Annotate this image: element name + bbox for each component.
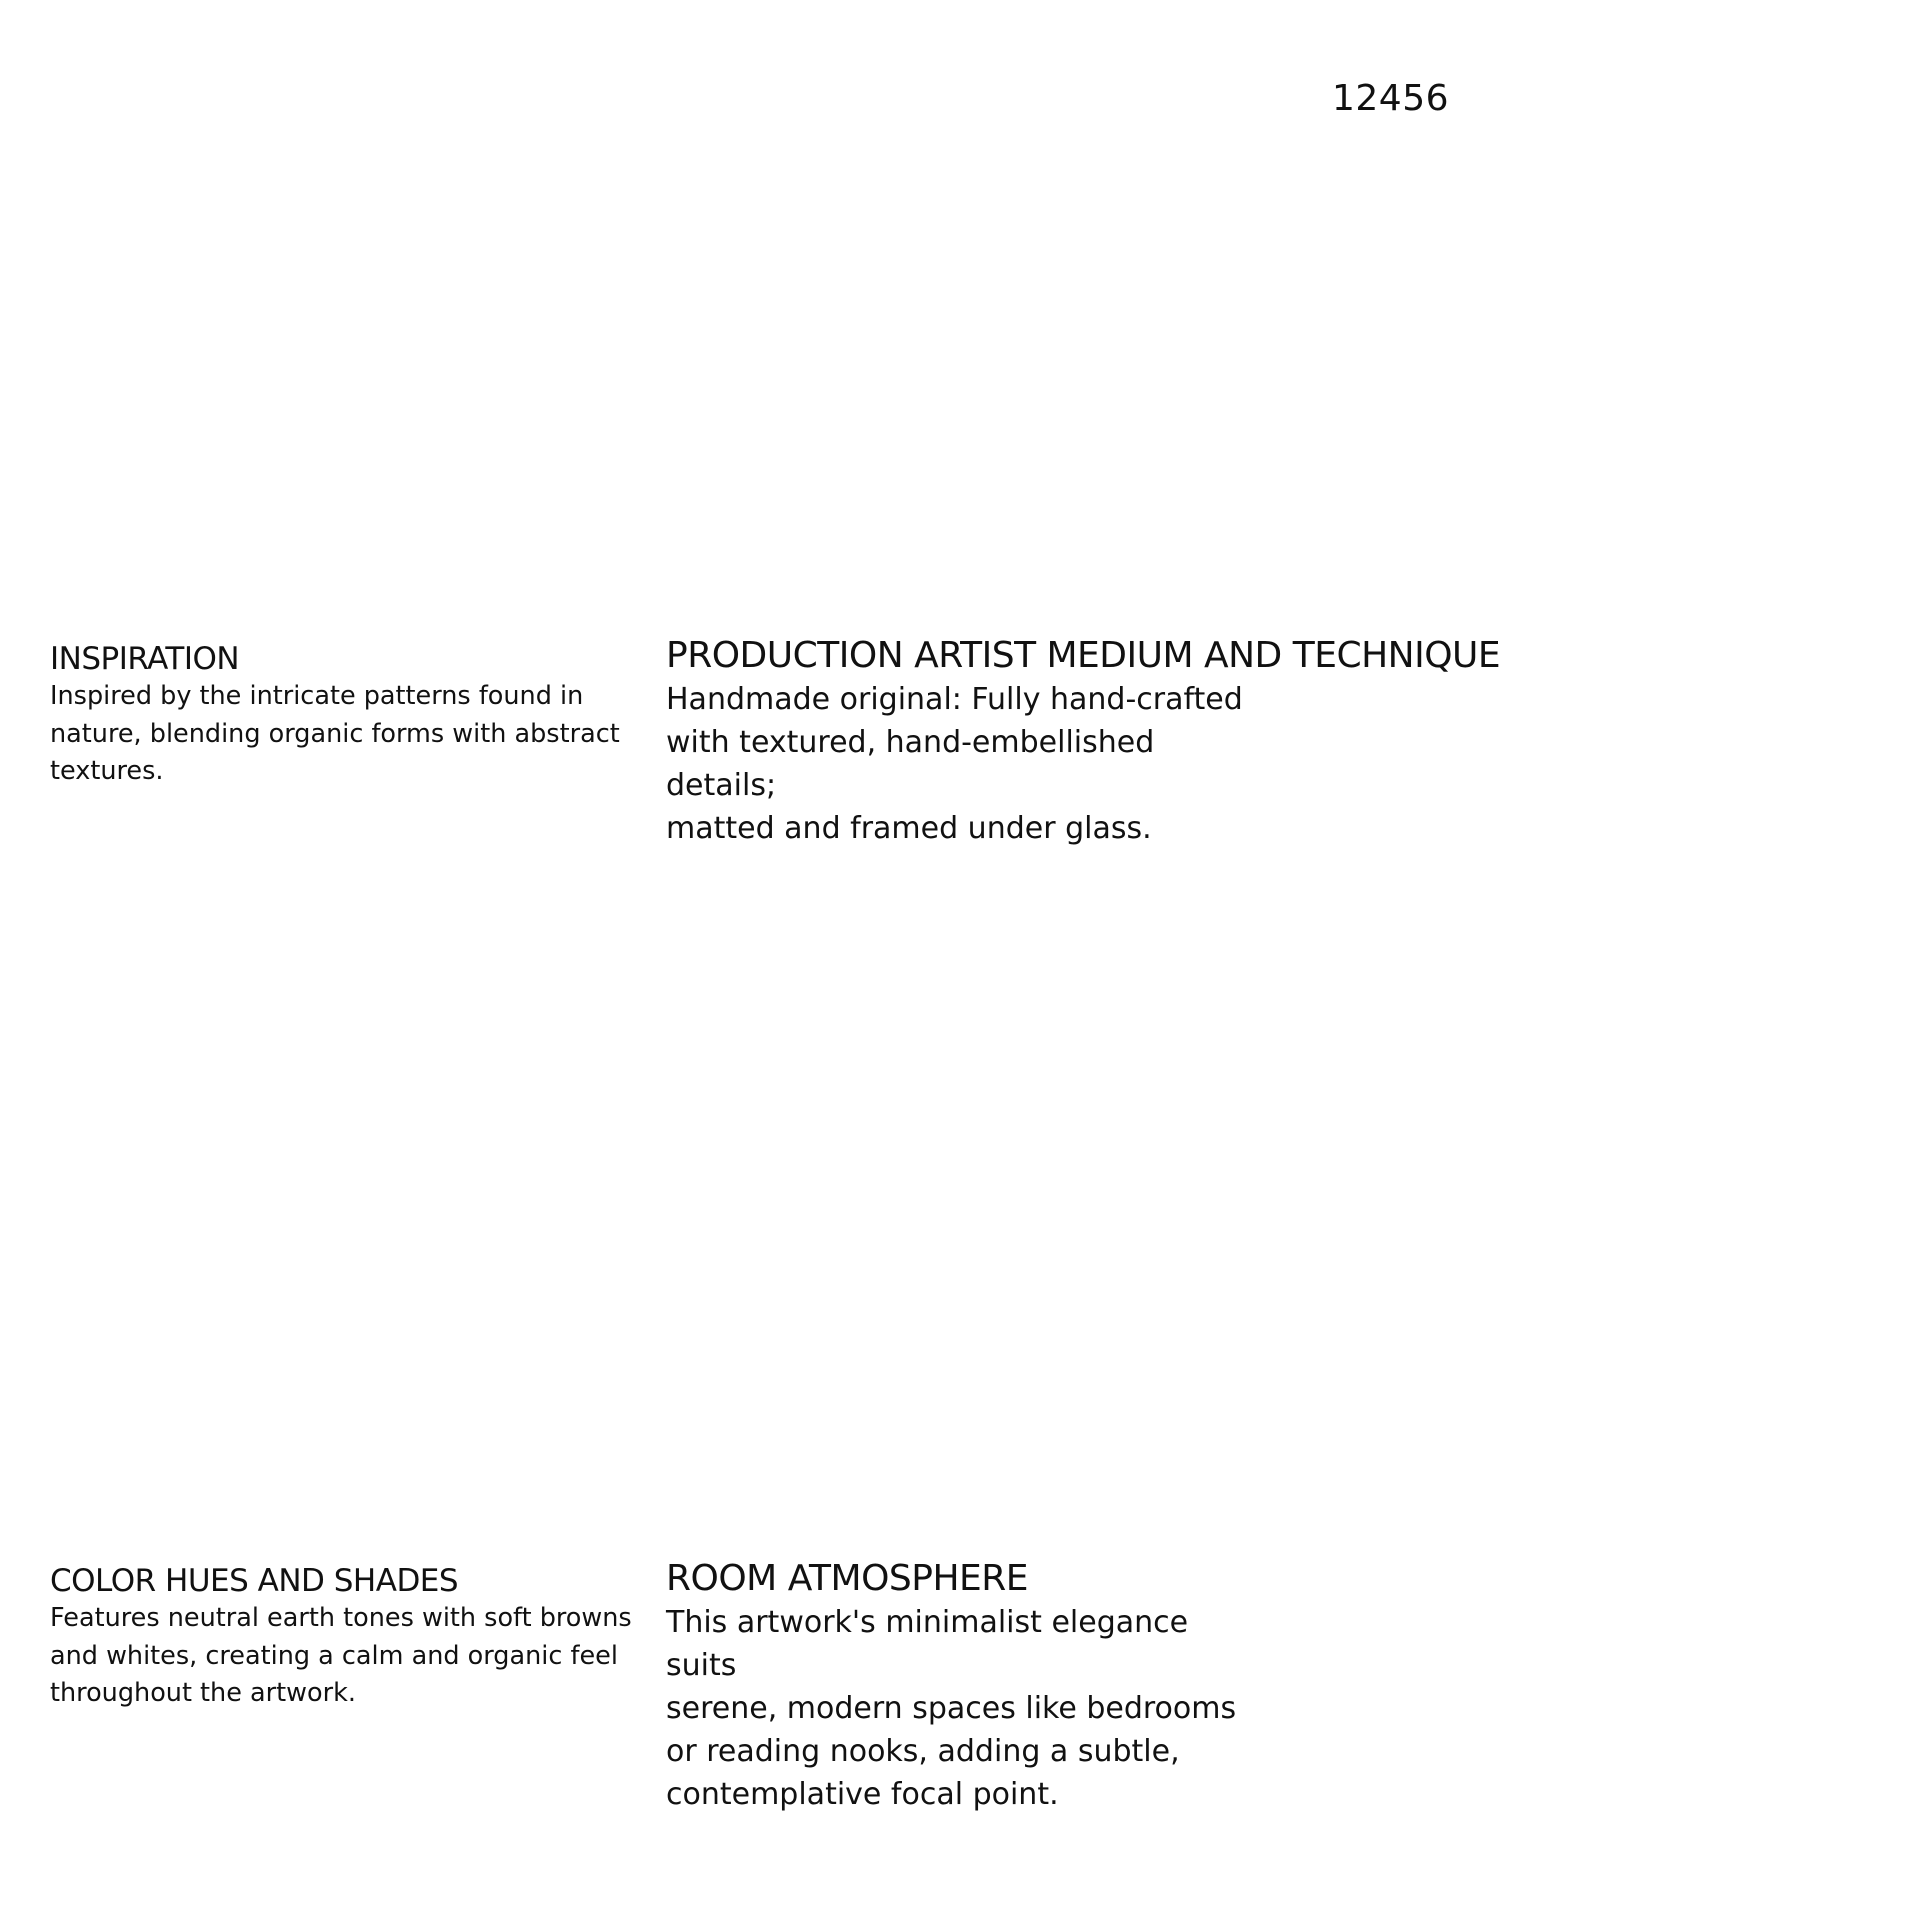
production-text-line: with textured, hand-embellished details; [666, 725, 1155, 803]
product-id-number: 12456 [1332, 78, 1450, 119]
atmosphere-text-line: contemplative focal point. [666, 1777, 1059, 1812]
color-section [50, 1562, 640, 1713]
inspiration-heading: INSPIRATION [50, 641, 240, 677]
atmosphere-text-line: or reading nooks, adding a subtle, [666, 1734, 1180, 1769]
production-heading: PRODUCTION ARTIST MEDIUM AND TECHNIQUE [666, 635, 1501, 676]
inspiration-text: Inspired by the intricate patterns found in nature, blending organic forms with abstract textures. [50, 681, 620, 786]
color-heading: COLOR HUES AND SHADES [50, 1563, 459, 1599]
inspiration-section [50, 640, 640, 791]
production-text-line: matted and framed under glass. [666, 811, 1152, 846]
color-text: Features neutral earth tones with soft browns and whites, creating a calm and organic feel throughout the artwork. [50, 1603, 632, 1708]
atmosphere-text-line: serene, modern spaces like bedrooms [666, 1691, 1237, 1726]
atmosphere-text [666, 1601, 1266, 1816]
atmosphere-text-line: This artwork's minimalist elegance suits [666, 1605, 1189, 1683]
atmosphere-heading: ROOM ATMOSPHERE [666, 1558, 1029, 1599]
production-text [666, 678, 1266, 850]
atmosphere-section [666, 1557, 1606, 1816]
production-section [666, 634, 1606, 850]
production-text-line: Handmade original: Fully hand-crafted [666, 682, 1243, 717]
